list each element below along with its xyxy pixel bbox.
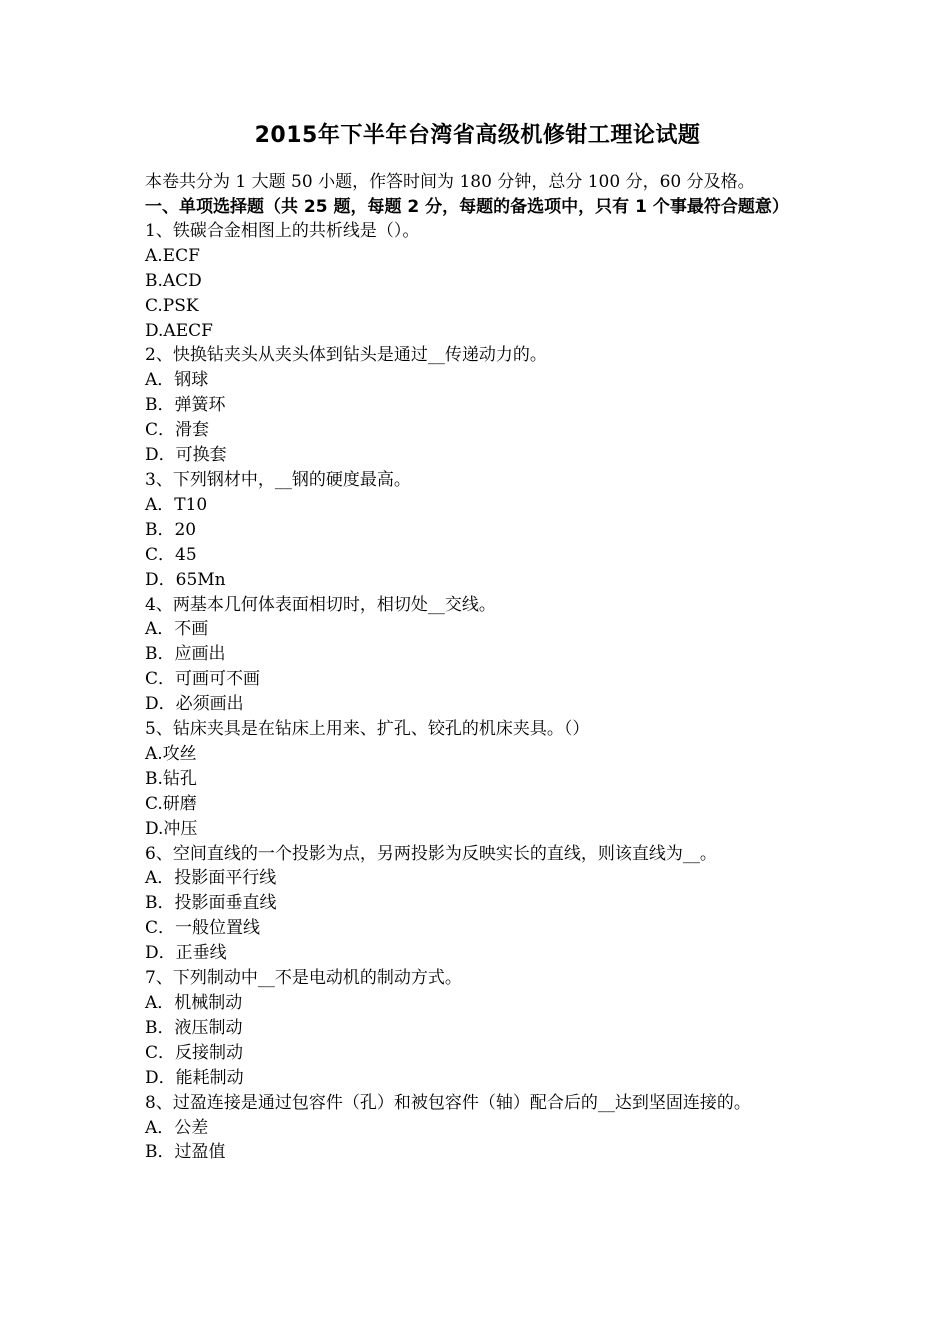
answer-option: C．45 bbox=[145, 544, 197, 565]
answer-option: B.钻孔 bbox=[145, 768, 197, 789]
answer-option: B．20 bbox=[145, 519, 197, 540]
question-text: 6、空间直线的一个投影为点，另两投影为反映实长的直线，则该直线为__。 bbox=[145, 843, 717, 864]
answer-option: B．投影面垂直线 bbox=[145, 893, 277, 914]
answer-option: C.PSK bbox=[145, 295, 199, 316]
question-text: 8、过盈连接是通过包容件（孔）和被包容件（轴）配合后的__达到坚固连接的。 bbox=[145, 1092, 751, 1113]
question-text: 7、下列制动中__不是电动机的制动方式。 bbox=[145, 968, 462, 989]
section-heading: 一、单项选择题（共 25 题，每题 2 分，每题的备选项中，只有 1 个事最符合题意） bbox=[145, 196, 789, 217]
question-text: 5、钻床夹具是在钻床上用来、扩孔、铰孔的机床夹具。（） bbox=[145, 719, 590, 740]
answer-option: D．65Mn bbox=[145, 569, 226, 590]
answer-option: D．必须画出 bbox=[145, 694, 244, 715]
answer-option: A.ECF bbox=[145, 245, 200, 266]
document-page bbox=[145, 116, 810, 1165]
answer-option: A．T10 bbox=[145, 494, 208, 515]
answer-option: C．滑套 bbox=[145, 420, 210, 441]
answer-option: D.AECF bbox=[145, 320, 213, 341]
answer-option: B．弹簧环 bbox=[145, 395, 226, 416]
question-text: 2、快换钻夹头从夹头体到钻头是通过__传递动力的。 bbox=[145, 345, 547, 366]
exam-instructions: 本卷共分为 1 大题 50 小题，作答时间为 180 分钟，总分 100 分，60 分及格。 bbox=[145, 172, 755, 192]
answer-option: A．不画 bbox=[145, 619, 209, 640]
question-text: 1、铁碳合金相图上的共析线是（）。 bbox=[145, 220, 420, 241]
question-text: 4、两基本几何体表面相切时，相切处__交线。 bbox=[145, 594, 496, 615]
answer-option: B．过盈值 bbox=[145, 1142, 226, 1163]
answer-option: C．反接制动 bbox=[145, 1042, 244, 1063]
question-text: 3、下列钢材中，__钢的硬度最高。 bbox=[145, 469, 411, 490]
answer-option: A．投影面平行线 bbox=[145, 868, 277, 889]
answer-option: B．液压制动 bbox=[145, 1017, 243, 1038]
answer-option: D．正垂线 bbox=[145, 943, 227, 964]
answer-option: A.攻丝 bbox=[145, 743, 197, 764]
question-list bbox=[145, 219, 810, 1165]
answer-option: C.研磨 bbox=[145, 793, 197, 814]
answer-option: D．能耗制动 bbox=[145, 1067, 244, 1088]
answer-option: A．机械制动 bbox=[145, 993, 243, 1013]
answer-option: D．可换套 bbox=[145, 445, 227, 466]
answer-option: C．一般位置线 bbox=[145, 918, 261, 939]
answer-option: C．可画可不画 bbox=[145, 669, 261, 690]
answer-option: A．钢球 bbox=[145, 370, 209, 391]
answer-option: B．应画出 bbox=[145, 644, 226, 665]
answer-option: D.冲压 bbox=[145, 818, 198, 839]
document-title: 2015年下半年台湾省高级机修钳工理论试题 bbox=[254, 123, 701, 148]
answer-option: A．公差 bbox=[145, 1117, 209, 1138]
answer-option: B.ACD bbox=[145, 270, 202, 291]
